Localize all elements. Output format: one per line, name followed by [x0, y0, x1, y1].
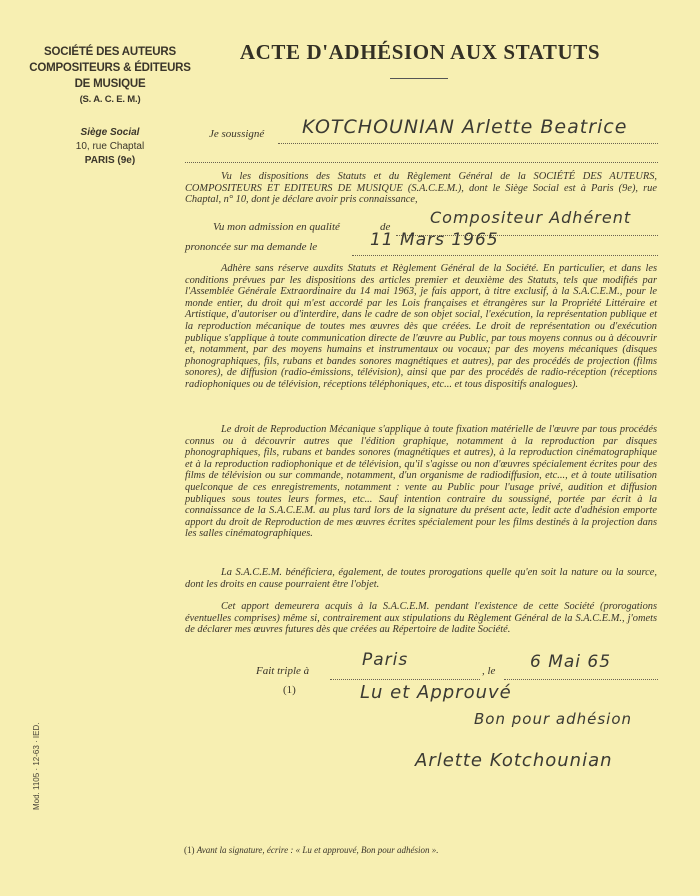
seat-label: Siège Social: [80, 127, 140, 138]
document-title: ACTE D'ADHÉSION AUX STATUTS: [239, 40, 601, 64]
org-name-line3: DE MUSIQUE: [74, 78, 146, 90]
handwritten-bon-pour-adhesion: Bon pour adhésion: [474, 710, 632, 728]
undersigned-label: Je soussigné: [209, 128, 265, 140]
paragraph-preamble: Vu les dispositions des Statuts et du Règlement Général de la SOCIÉTÉ DES AUTEURS, COMPOSITEURS ET EDITEURS DE MUSIQUE (S.A.C.E.M.), dont le Siège Social est à Paris (9e), rue Chaptal, n° 10, dont je déclare avoir pris connaissance,: [185, 171, 657, 206]
fait-date-handwritten: 6 Mai 65: [530, 652, 612, 672]
fait-place-line: [330, 679, 480, 680]
footnote-marker: (1): [184, 845, 195, 855]
org-abbreviation: (S. A. C. E. M.): [79, 94, 141, 105]
org-name-line1: SOCIÉTÉ DES AUTEURS: [44, 46, 176, 58]
seat-address: 10, rue Chaptal: [75, 141, 145, 152]
paragraph-prorogations: La S.A.C.E.M. bénéficiera, également, de toutes prorogations quelle qu'en soit la nature ou la source, dont les droits en cause pourraient être l'objet.: [185, 567, 657, 590]
paragraph-adhesion: Adhère sans réserve auxdits Statuts et Règlement Général de la Société. En particulier, et dans les conditions prévues par les dispositions des articles premier et deuxième des Statuts, tels que modifiés par l'Assemblée Générale Extraordinaire du 14 mai 1963, je fais apport, à titre exclusif, à la S.A.C.E.M., pour le monde entier, du droit qui m'est accordé par les Lois françaises et étrangères sur la Propriété Littéraire et Artistique, d'autoriser ou d'interdire, dans le cadre de son objet social, l'exécution, la représentation publique et la reproduction mécanique de toutes mes œuvres dès que créées. Le droit de représentation ou d'exécution publique s'applique à toute communication directe de l'œuvre au Public, par tous moyens connus ou à découvrir et, notamment, par des moyens humains et instrumentaux ou vocaux; par des moyens mécaniques (disques phonographiques, fils, rubans et bandes sonores magnétiques et autres), par des procédés de projection (films sonores), de diffusion (radio-émissions, télévision), ainsi que par des procédés de radio-réception (réceptions radiophoniques ou de télévision, réceptions téléphoniques, etc... et tous dispositifs analogues).: [185, 263, 657, 390]
fait-place-handwritten: Paris: [362, 650, 409, 670]
fait-date-line: [504, 679, 658, 680]
handwritten-approval: Lu et Approuvé: [360, 682, 512, 703]
request-handwritten: 11 Mars 1965: [370, 230, 499, 250]
date-label: , le: [482, 665, 496, 677]
form-code: Mod. 1105 · 12-63 · IED.: [32, 722, 41, 810]
request-line: [352, 255, 658, 256]
undersigned-handwritten: KOTCHOUNIAN Arlette Beatrice: [302, 116, 628, 138]
admission-handwritten: Compositeur Adhérent: [430, 208, 632, 227]
admission-prefix: de: [380, 221, 391, 233]
footnote: [184, 845, 438, 855]
footnote-text: Avant la signature, écrire : « Lu et approuvé, Bon pour adhésion ».: [196, 845, 439, 855]
org-name-line2: COMPOSITEURS & ÉDITEURS: [29, 62, 191, 74]
handwritten-signature: Arlette Kotchounian: [415, 750, 613, 771]
undersigned-line-2: [185, 162, 658, 163]
registered-office: [40, 126, 180, 168]
request-label: prononcée sur ma demande le: [185, 241, 318, 253]
fait-label: Fait triple à: [256, 665, 310, 677]
organization-name: [24, 44, 196, 108]
title-underline: [390, 78, 448, 79]
seat-city: PARIS (9e): [84, 155, 136, 166]
paragraph-mechanical-reproduction: Le droit de Reproduction Mécanique s'applique à toute fixation matérielle de l'œuvre par tous procédés connus ou à découvrir autres que l'édition graphique, notamment à la reproduction par disques phonographiques, fils, rubans et bandes sonores (magnétiques et autres), à la reproduction cinématographique et à la reproduction radiophonique et de télévision, qu'il s'agisse ou non d'œuvres spécialement écrites pour des films de télévision ou sur commande, notamment, d'un organisme de radiodiffusion, etc..., et à toute utilisation quelconque de ces enregistrements, notamment : vente au Public pour l'usage privé, audition et diffusion publiques sous toutes leurs formes, etc... Sauf intention contraire du soussigné, portée par écrit à la connaissance de la S.A.C.E.M. au plus tard lors de la signature du présent acte, ledit acte d'adhésion emporte apport du droit de Reproduction de mes œuvres écrites spécialement pour les films destinés à la projection dans les salles cinématographiques.: [185, 424, 657, 540]
admission-label: Vu mon admission en qualité: [213, 221, 340, 233]
undersigned-line: [278, 143, 658, 144]
footnote-reference: (1): [283, 684, 296, 696]
paragraph-duration: Cet apport demeurera acquis à la S.A.C.E.M. pendant l'existence de cette Société (prorogations éventuelles comprises) même si, contrairement aux stipulations du Règlement Général de la S.A.C.E.M., j'omets de déclarer mes œuvres futures dès que créées au Répertoire de ladite Société.: [185, 601, 657, 636]
